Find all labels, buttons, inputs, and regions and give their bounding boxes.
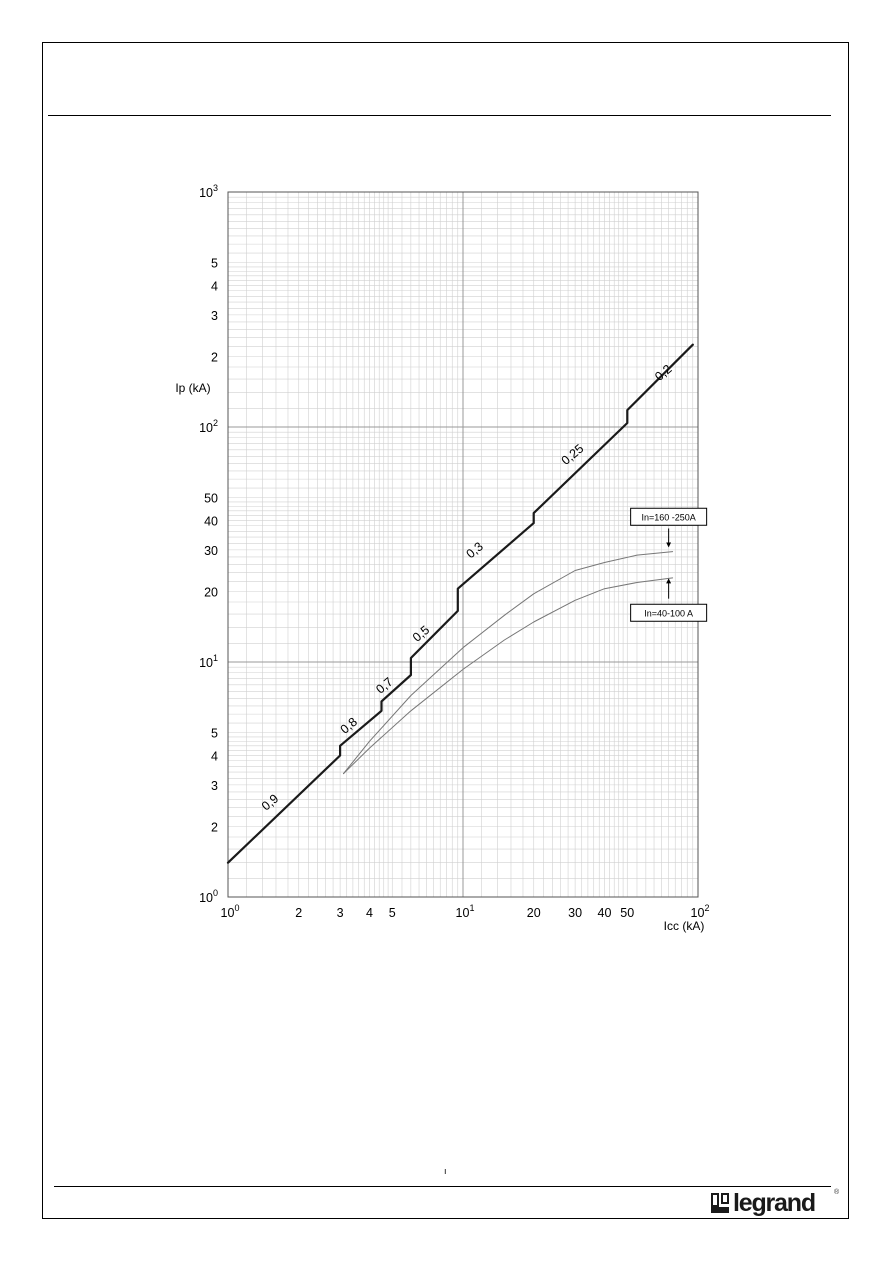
x-tick-label: 3 xyxy=(336,906,344,920)
callout-label: In=160 -250A xyxy=(641,512,696,523)
x-tick-label: $10^0$ xyxy=(220,903,240,920)
x-tick-label: 50 xyxy=(620,906,635,920)
y-tick-label: 2 xyxy=(211,350,218,365)
legrand-logo-icon xyxy=(710,1192,732,1216)
y-tick-label: $10^1$ xyxy=(199,653,218,670)
x-tick-label: 20 xyxy=(526,906,541,920)
y-tick-label: 40 xyxy=(204,514,218,529)
x-axis-label: Icc (kA) xyxy=(663,919,705,933)
curve-annotation: 0,25 xyxy=(558,441,587,468)
y-tick-label: 20 xyxy=(204,585,218,600)
legrand-logo xyxy=(710,1189,840,1219)
y-tick-label: $10^2$ xyxy=(199,418,218,435)
y-tick-label: 5 xyxy=(211,726,218,741)
logo-registered-mark: ® xyxy=(834,1189,840,1196)
y-tick-labels xyxy=(199,183,218,905)
x-tick-labels xyxy=(221,903,710,920)
y-tick-label: 4 xyxy=(211,279,218,294)
callout-label: In=40-100 A xyxy=(644,608,694,619)
y-tick-label: 30 xyxy=(204,543,218,558)
y-tick-label: 3 xyxy=(211,308,218,323)
x-tick-label: 2 xyxy=(295,906,303,920)
y-tick-label: 50 xyxy=(204,491,218,506)
y-tick-label: $10^3$ xyxy=(199,183,218,200)
y-tick-label: $10^0$ xyxy=(199,888,218,905)
x-tick-label: 30 xyxy=(568,906,583,920)
x-tick-label: 4 xyxy=(366,906,373,920)
curve-annotation: 0,2 xyxy=(652,361,675,384)
x-tick-label: 40 xyxy=(597,906,612,920)
curve-annotation: 0,8 xyxy=(337,714,360,737)
x-tick-label: $10^1$ xyxy=(455,903,475,920)
y-tick-label: 4 xyxy=(211,749,218,764)
logo-text: legrand xyxy=(733,1189,815,1217)
y-tick-label: 3 xyxy=(211,778,218,793)
curve-annotation: 0,3 xyxy=(463,539,486,562)
curve-annotation: 0,7 xyxy=(373,674,396,697)
x-tick-label: 5 xyxy=(388,906,396,920)
y-axis-label: Ip (kA) xyxy=(175,381,211,395)
footer-rule xyxy=(54,1186,831,1187)
y-tick-label: 2 xyxy=(211,820,218,835)
x-tick-label: $10^2$ xyxy=(690,903,710,920)
curve-annotation: 0,9 xyxy=(258,791,282,814)
page-number-mark: ı xyxy=(444,1166,447,1176)
curve-annotation: 0,5 xyxy=(409,622,433,645)
y-tick-label: 5 xyxy=(211,256,218,271)
